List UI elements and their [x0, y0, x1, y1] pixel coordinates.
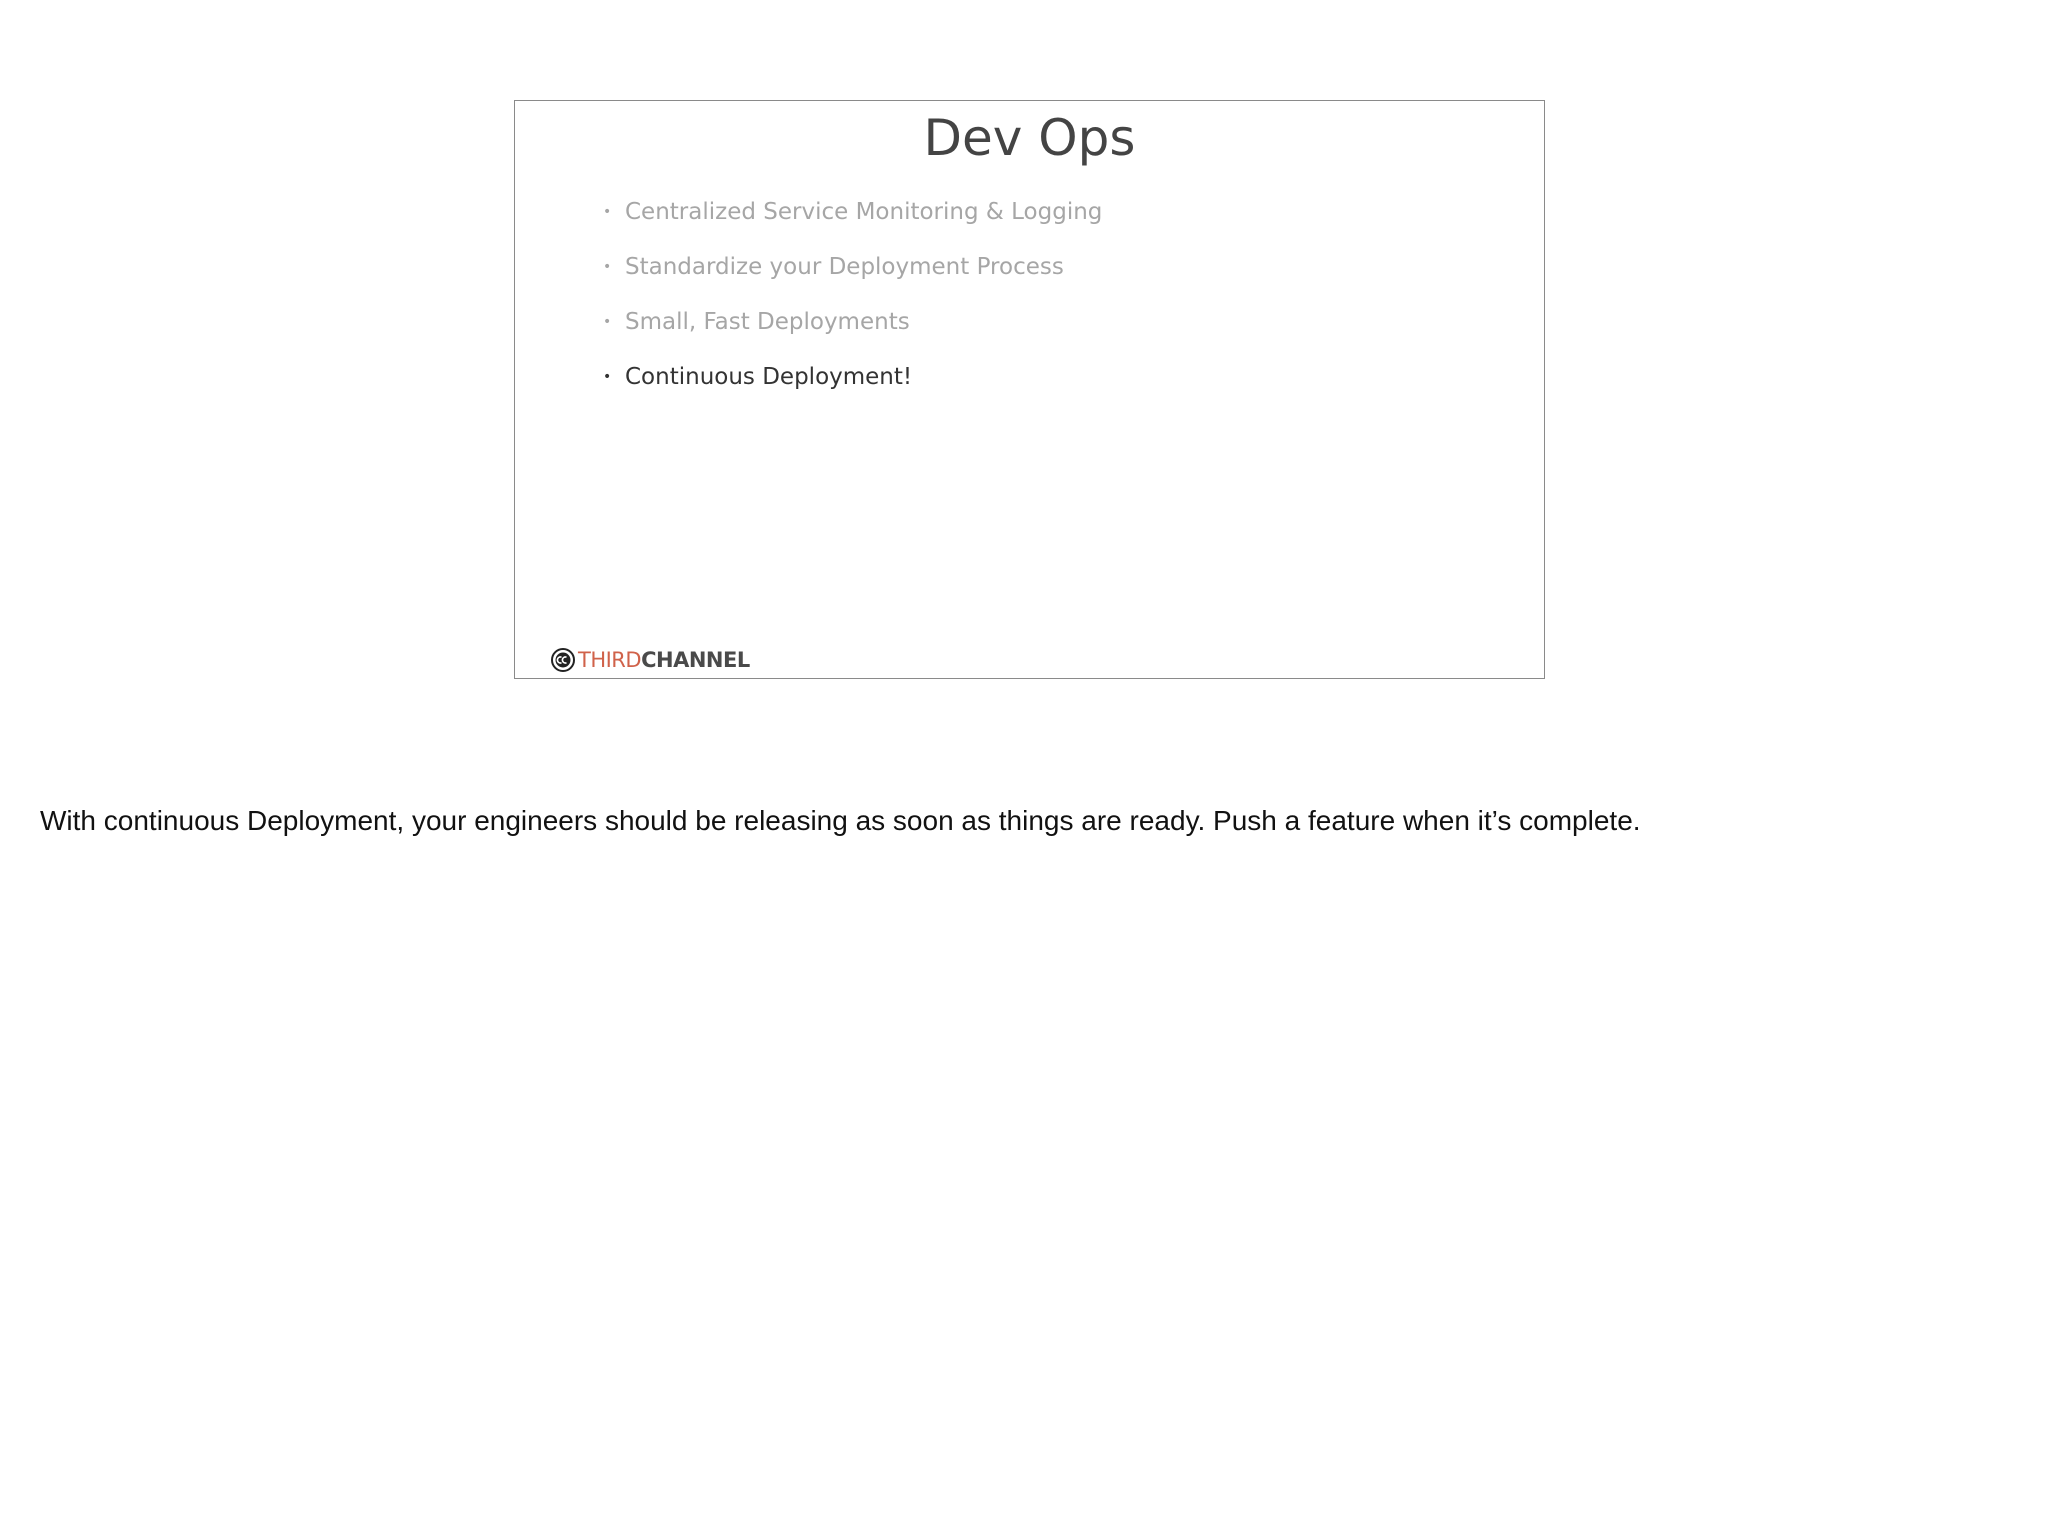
- bullet-item: [603, 239, 1102, 294]
- bullet-list: [603, 184, 1102, 404]
- bullet-text: Continuous Deployment!: [625, 363, 913, 390]
- bullet-dot-icon: •: [603, 258, 612, 275]
- bullet-dot-icon: •: [603, 368, 612, 385]
- logo-text-channel: CHANNEL: [641, 648, 750, 672]
- bullet-item: [603, 294, 1102, 349]
- thirdchannel-logo-icon: [551, 648, 575, 672]
- company-logo: [551, 645, 750, 675]
- slide-title: Dev Ops: [923, 109, 1136, 167]
- logo-text-third: THIRD: [578, 648, 642, 672]
- bullet-text: Small, Fast Deployments: [625, 308, 910, 335]
- presenter-notes: With continuous Deployment, your engineers should be releasing as soon as things are ready. Push a feature when it’s complete.: [40, 805, 1641, 836]
- bullet-item: [603, 184, 1102, 239]
- bullet-text: Standardize your Deployment Process: [625, 253, 1064, 280]
- bullet-text: Centralized Service Monitoring & Logging: [625, 198, 1103, 225]
- bullet-item: [603, 349, 1102, 404]
- bullet-dot-icon: •: [603, 203, 612, 220]
- bullet-dot-icon: •: [603, 313, 612, 330]
- slide-preview: [514, 100, 1545, 679]
